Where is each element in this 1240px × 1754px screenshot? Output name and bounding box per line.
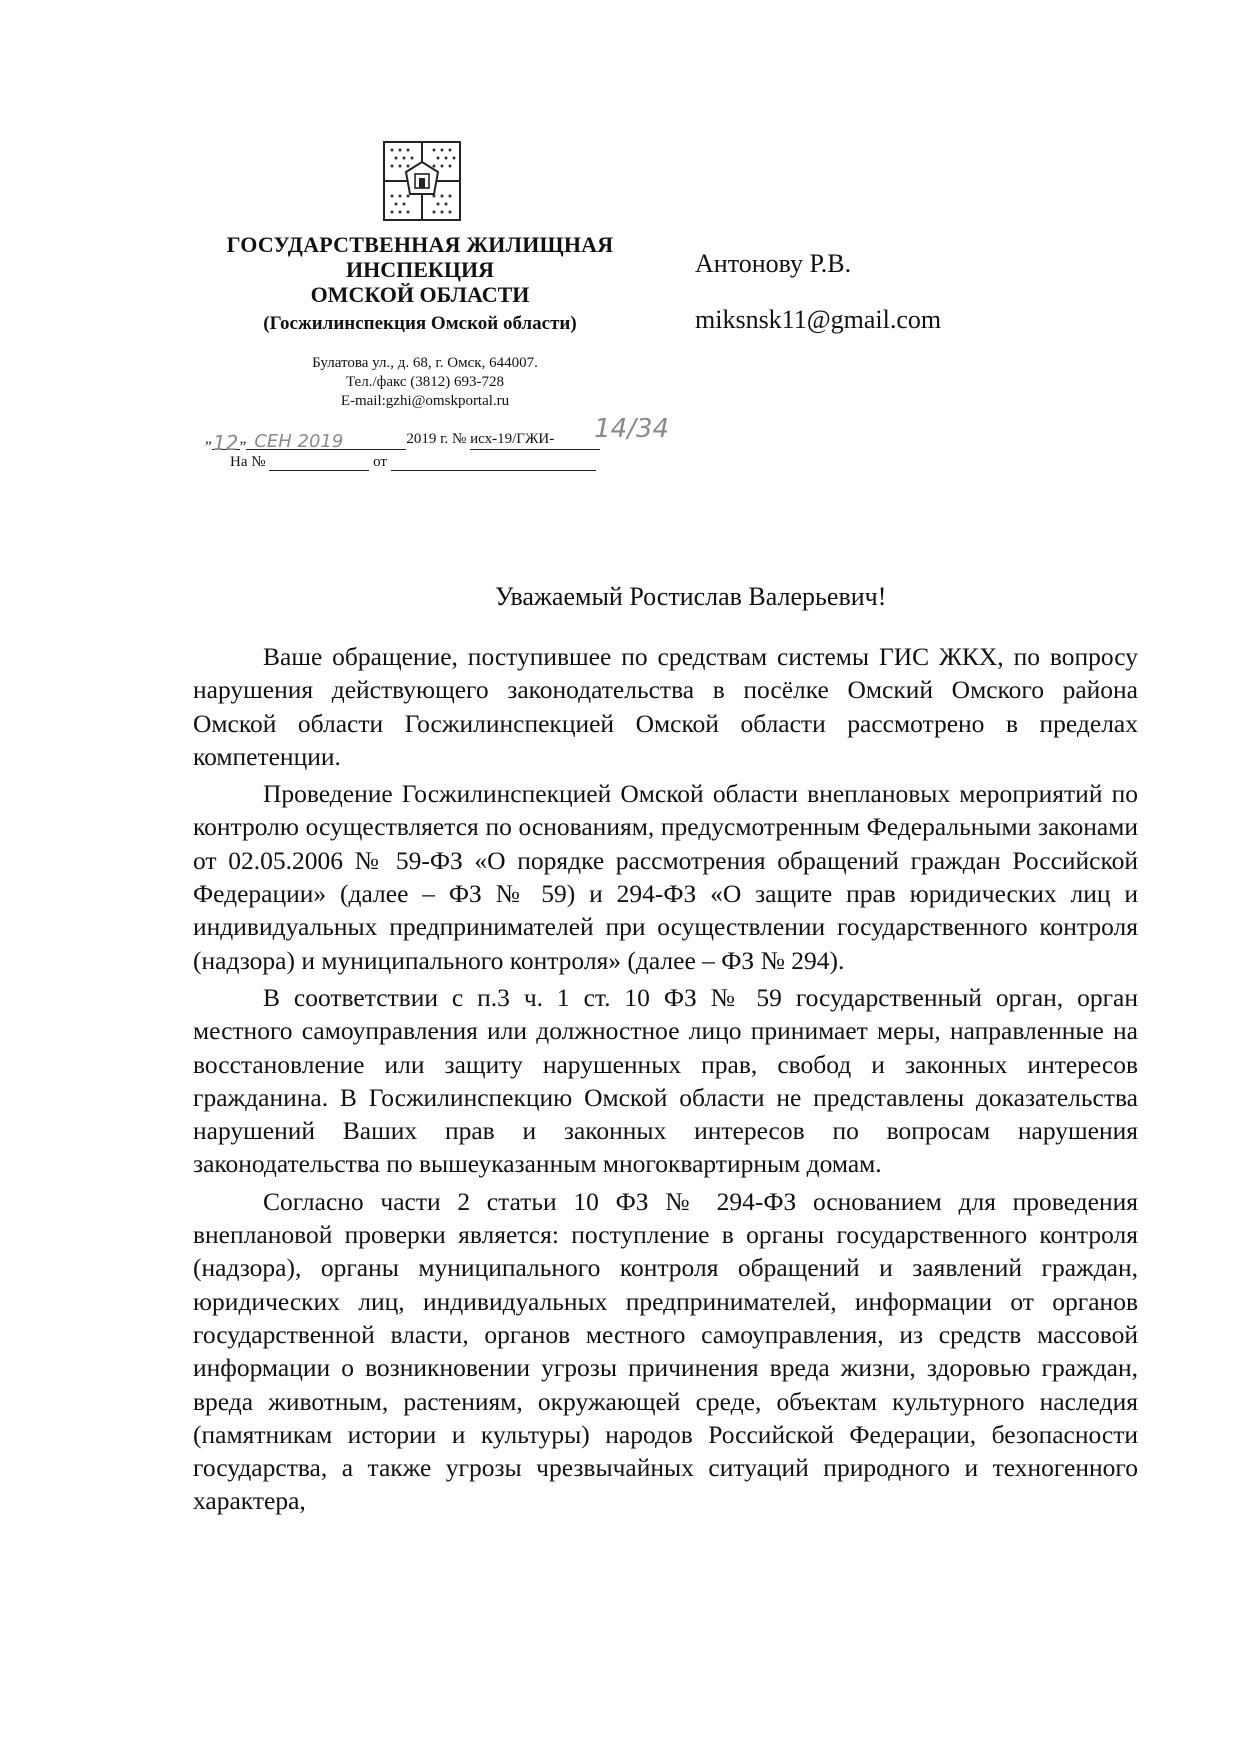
- body-paragraph-4: Согласно части 2 статьи 10 ФЗ № 294-ФЗ основанием для проведения внеплановой проверки является: поступление в органы государственного контроля (надзора), органы муниципального контроля обращений и заявлений граждан, юридических лиц, индивидуальных предпринимателей, информации от органов государственной власти, органов местного самоуправления, из средств массовой информации о возникновении угрозы причинения вреда жизни, здоровью граждан, вреда животным, растениям, окружающей среде, объектам культурного наследия (памятникам истории и культуры) народов Российской Федерации, безопасности государства, а также угрозы чрезвычайных ситуаций природного и техногенного характера,: [193, 1186, 1138, 1516]
- coat-of-arms-icon: [382, 140, 462, 222]
- org-address: Булатова ул., д. 68, г. Омск, 644007.: [312, 355, 538, 371]
- ref-from-label: от: [373, 454, 387, 470]
- number-prefix: исх-19/ГЖИ-: [470, 431, 555, 447]
- outgoing-number: [470, 431, 600, 450]
- org-name-line2: ИНСПЕКЦИЯ: [346, 257, 494, 282]
- org-name-line3: ОМСКОЙ ОБЛАСТИ: [310, 282, 530, 307]
- letter-body: [193, 640, 1138, 1518]
- recipient-name: Антонову Р.В.: [695, 249, 852, 278]
- org-phone: Тел./факс (3812) 693-728: [345, 374, 505, 390]
- org-name-line1: ГОСУДАРСТВЕННАЯ ЖИЛИЩНАЯ: [226, 232, 614, 257]
- year-number-label: 2019 г. №: [406, 431, 467, 447]
- body-paragraph-1: Ваше обращение, поступившее по средствам системы ГИС ЖКХ, по вопросу нарушения действующего законодательства в посёлке Омский Омского района Омской области Госжилинспекцией Омской области рассмотрено в пределах компетенции.: [193, 642, 1138, 771]
- ref-number-label: На №: [230, 454, 266, 470]
- handwritten-number: 14/34: [594, 414, 670, 444]
- org-contacts: [270, 354, 580, 411]
- stamped-month: СЕН 2019: [246, 431, 406, 450]
- organization-header: [200, 232, 640, 337]
- org-email: E-mail:gzhi@omskportal.ru: [340, 393, 510, 409]
- ref-number-blank: [269, 452, 369, 471]
- ref-date-blank: [391, 452, 596, 471]
- registration-date-number: [205, 414, 675, 455]
- org-short-name: (Госжилинспекция Омской области): [263, 313, 577, 334]
- reference-line: [230, 452, 596, 471]
- quote-close: „: [239, 431, 247, 447]
- quote-open: „: [205, 431, 212, 447]
- body-paragraph-3: В соответствии с п.3 ч. 1 ст. 10 ФЗ № 59 государственный орган, орган местного самоуправления или должностное лицо принимает меры, направленные на восстановление или защиту нарушенных прав, свобод и законных интересов гражданина. В Госжилинспекцию Омской области не представлены доказательства нарушений Ваших прав и законных интересов по вопросам нарушения законодательства по вышеуказанным многоквартирным домам.: [193, 982, 1138, 1179]
- salutation: Уважаемый Ростислав Валерьевич!: [495, 582, 887, 611]
- handwritten-day: 12: [212, 431, 239, 455]
- body-paragraph-2: Проведение Госжилинспекцией Омской области внеплановых мероприятий по контролю осуществляется по основаниям, предусмотренным Федеральными законами от 02.05.2006 № 59-ФЗ «О порядке рассмотрения обращений граждан Российской Федерации» (далее – ФЗ № 59) и 294-ФЗ «О защите прав юридических лиц и индивидуальных предпринимателей при осуществлении государственного контроля (надзора) и муниципального контроля» (далее – ФЗ № 294).: [193, 779, 1138, 975]
- recipient-email: miksnsk11@gmail.com: [695, 305, 942, 334]
- registration-block: [205, 414, 705, 480]
- recipient-block: [695, 248, 941, 336]
